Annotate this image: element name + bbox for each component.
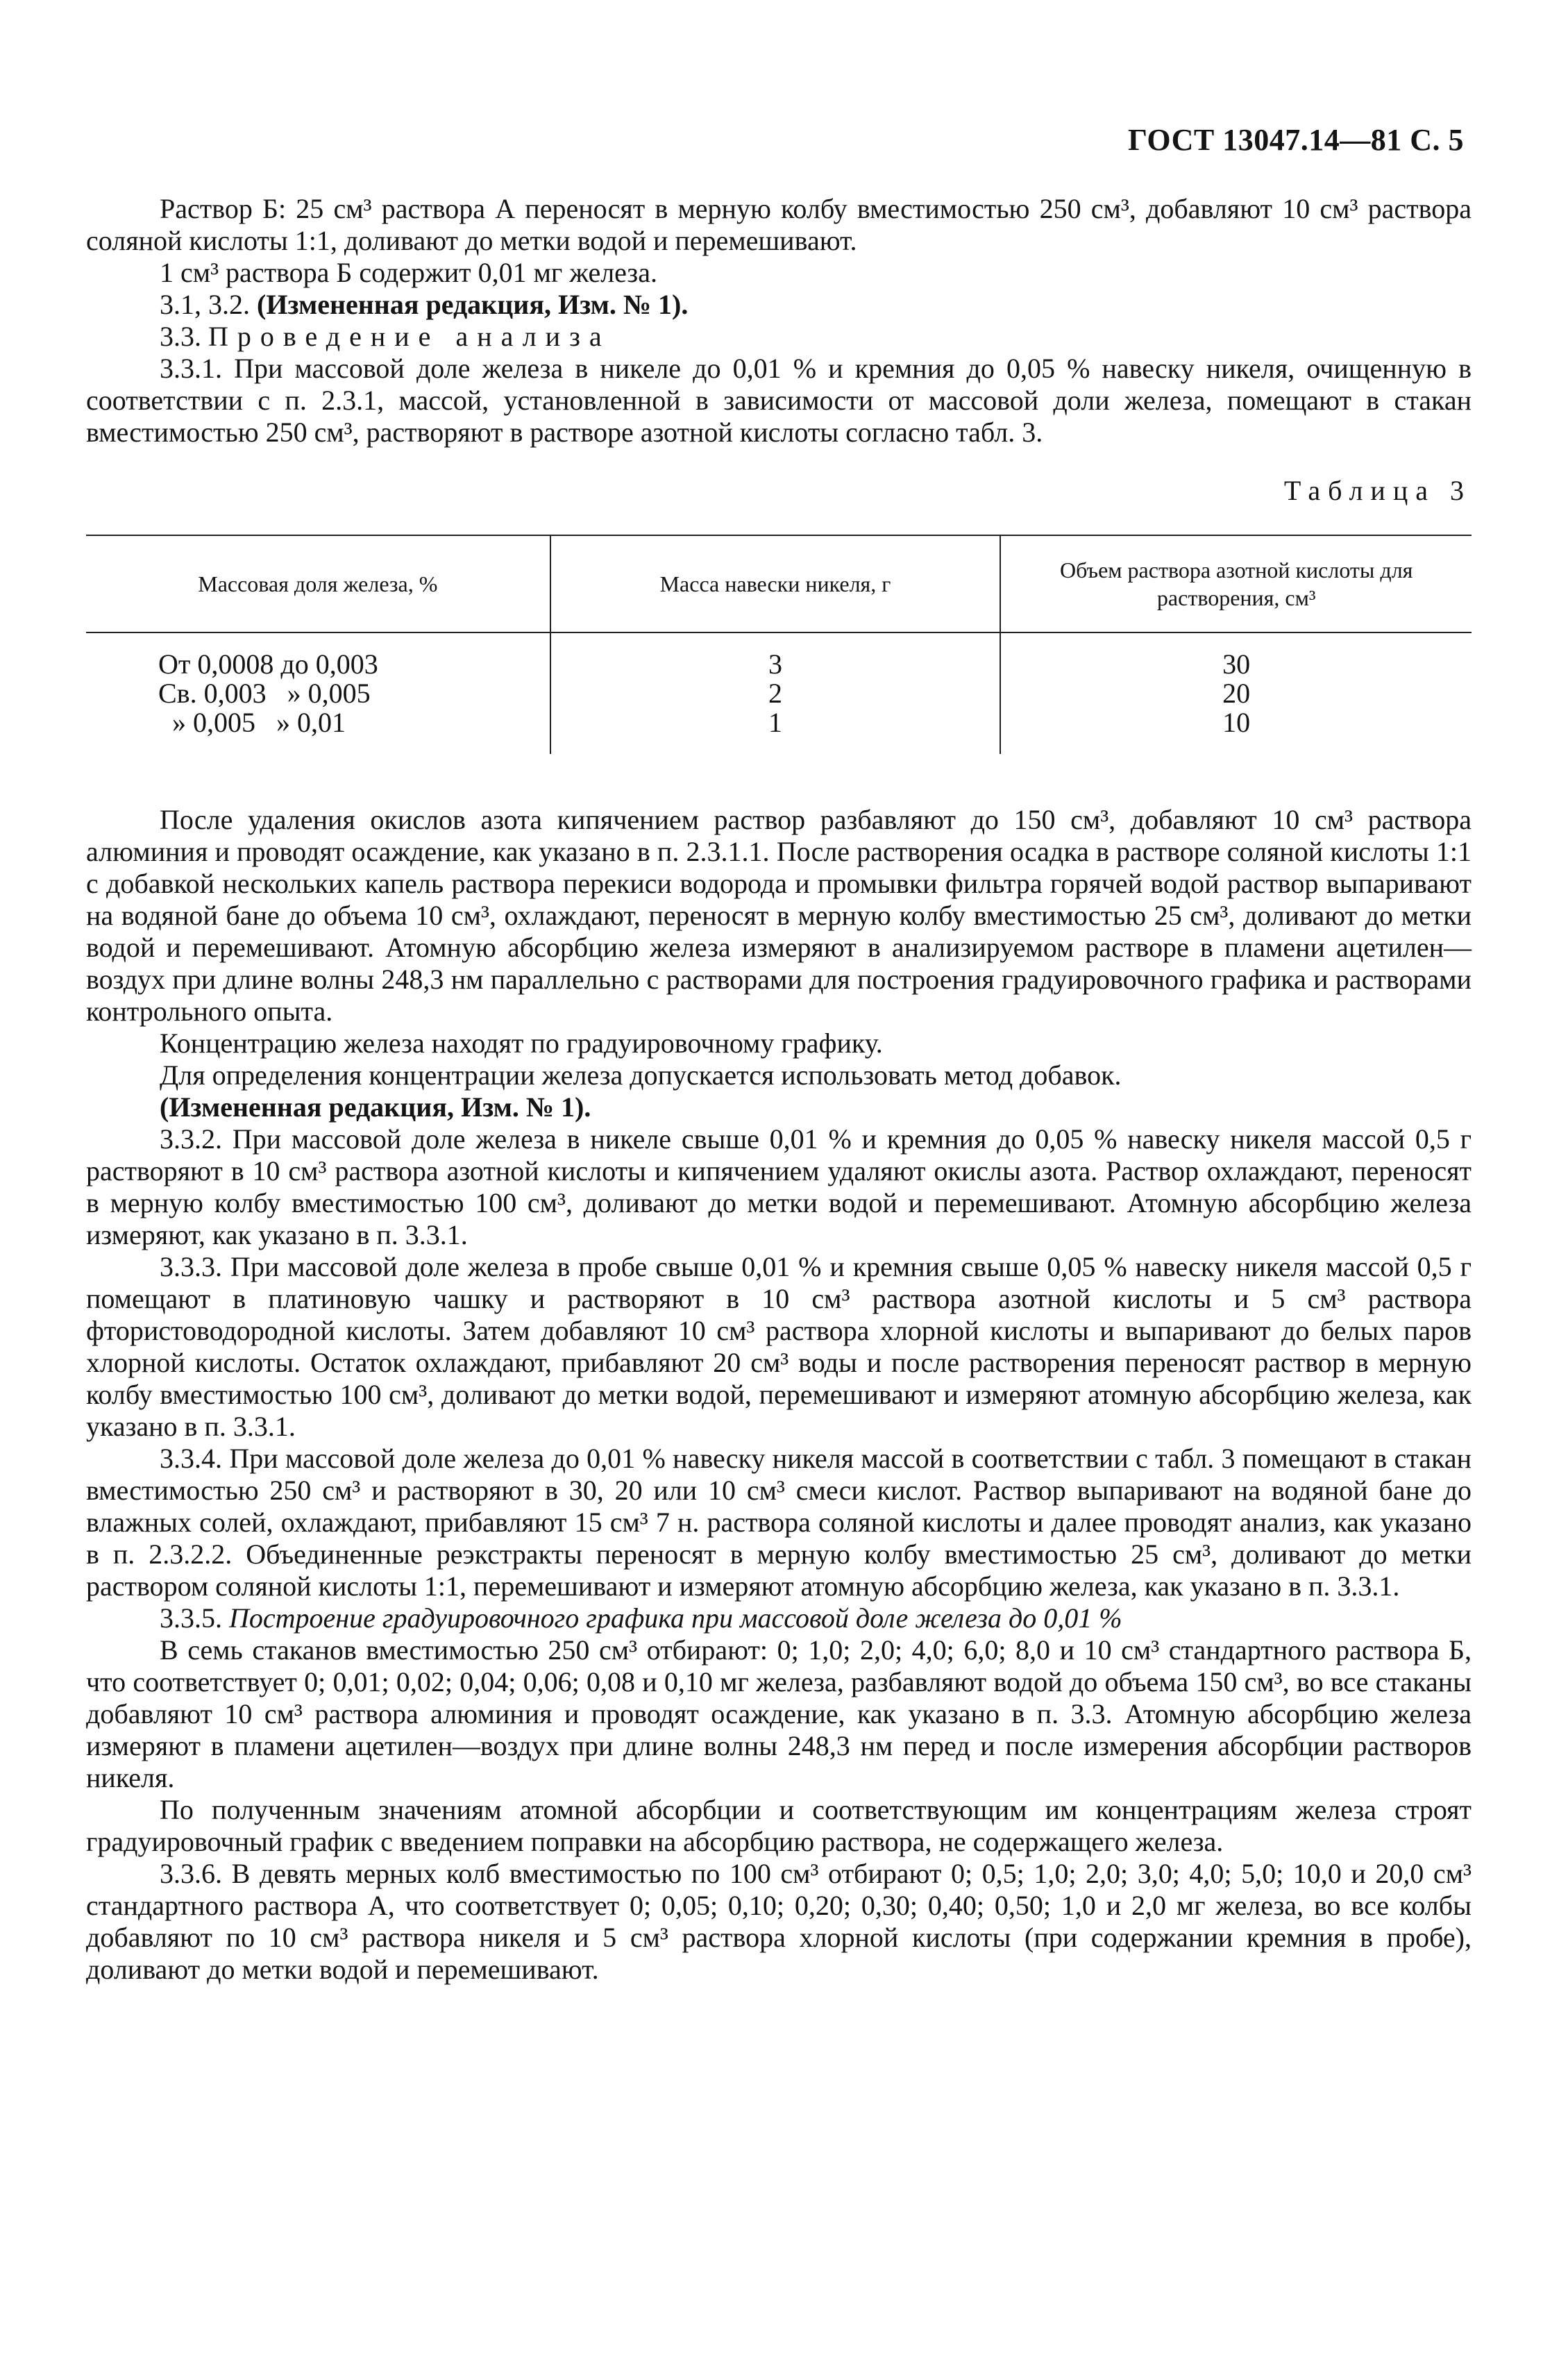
paragraph-solution-b: Раствор Б: 25 см³ раствора А переносят в мерную колбу вместимостью 250 см³, добавляют 10 см³ раствора соляной кислоты 1:1, доливают до метки водой и перемешивают.: [86, 193, 1472, 256]
paragraph-3-3-3: 3.3.3. При массовой доле железа в пробе свыше 0,01 % и кремния свыше 0,05 % навеску никеля массой 0,5 г помещают в платиновую чашку и растворяют в 10 см³ раствора азотной кислоты и 5 см³ раствора фтористоводородной кислоты. Затем добавляют 10 см³ раствора хлорной кислоты и выпаривают до белых паров хлорной кислоты. Остаток охлаждают, прибавляют 20 см³ воды и после растворения переносят раствор в мерную колбу вместимостью 100 см³, доливают до метки водой, перемешивают и измеряют атомную абсорбцию железа, как указано в п. 3.3.1.: [86, 1251, 1472, 1442]
section-title: Проведение анализа: [208, 321, 611, 352]
table-cell-value: 2: [768, 678, 782, 709]
table-header-row: [86, 535, 1472, 632]
table-cell-value: 1: [768, 707, 782, 738]
table-caption: Таблица 3: [1283, 475, 1472, 506]
paragraph-after-table: После удаления окислов азота кипячением раствор разбавляют до 150 см³, добавляют 10 см³ раствора алюминия и проводят осаждение, как указано в п. 2.3.1.1. После растворения осадка в растворе соляной кислоты 1:1 с добавкой нескольких капель раствора перекиси водорода и промывки фильтра горячей водой раствор выпаривают на водяной бане до объема 10 см³, охлаждают, переносят в мерную колбу вместимостью 25 см³, доливают до метки водой и перемешивают. Атомную абсорбцию железа измеряют в анализируемом растворе в пламени ацетилен—воздух при длине волны 248,3 нм параллельно с растворами для построения градуировочного графика и растворами контрольного опыта.: [86, 804, 1472, 1027]
section-heading-3-3: [86, 321, 1472, 353]
table-cell-value: 20: [1222, 678, 1251, 709]
amendment-ref: 3.1, 3.2.: [160, 289, 257, 320]
table-cell-value: » 0,005 » 0,01: [158, 707, 346, 738]
paragraph-concentration: Концентрацию железа находят по градуировочному графику.: [160, 1028, 883, 1059]
running-title: ГОСТ 13047.14—81 С. 5: [1127, 123, 1464, 157]
document-body: [86, 193, 1472, 1986]
table-cell-value: От 0,0008 до 0,003: [158, 648, 378, 680]
table-cell-value: 3: [768, 648, 782, 680]
amendment-note-2: (Измененная редакция, Изм. № 1).: [160, 1091, 591, 1123]
paragraph-solution-b-content: 1 см³ раствора Б содержит 0,01 мг железа.: [160, 257, 657, 288]
amendment-note: (Измененная редакция, Изм. № 1).: [257, 289, 689, 320]
table-header-iron-fraction: Массовая доля железа, %: [86, 535, 550, 632]
table-row: [86, 632, 1472, 754]
paragraph-seven-beakers: В семь стаканов вместимостью 250 см³ отбирают: 0; 1,0; 2,0; 4,0; 6,0; 8,0 и 10 см³ стандартного раствора Б, что соответствует 0; 0,01; 0,02; 0,04; 0,06; 0,08 и 0,10 мг железа, разбавляют водой до объема 150 см³, во все стаканы добавляют 10 см³ раствора алюминия и проводят осаждение, как указано в п. 3.3. Атомную абсорбцию железа измеряют в пламени ацетилен—воздух при длине волны 248,3 нм перед и после измерения абсорбции растворов никеля.: [86, 1634, 1472, 1793]
table-header-acid-volume: Объем раствора азотной кислоты для растворения, см³: [1000, 535, 1472, 632]
table-3: [86, 535, 1472, 754]
table-cell-nickel-mass: [550, 632, 1001, 754]
paragraph-3-3-6: 3.3.6. В девять мерных колб вместимостью по 100 см³ отбирают 0; 0,5; 1,0; 2,0; 3,0; 4,0; 5,0; 10,0 и 20,0 см³ стандартного раствора А, что соответствует 0; 0,05; 0,10; 0,20; 0,30; 0,40; 0,50; 1,0 и 2,0 мг железа, во все колбы добавляют по 10 см³ раствора никеля и 5 см³ раствора хлорной кислоты (при содержании кремния в пробе), доливают до метки водой и перемешивают.: [86, 1858, 1472, 1985]
section-number: 3.3.5.: [160, 1602, 229, 1634]
paragraph-amendment-3-1: [86, 289, 1472, 321]
table-cell-value: Св. 0,003 » 0,005: [158, 678, 371, 709]
paragraph-3-3-2: 3.3.2. При массовой доле железа в никеле свыше 0,01 % и кремния до 0,05 % навеску никеля массой 0,5 г растворяют в 10 см³ раствора азотной кислоты и кипячением удаляют окислы азота. Раствор охлаждают, переносят в мерную колбу вместимостью 100 см³, доливают до метки водой и перемешивают. Атомную абсорбцию железа измеряют, как указано в п. 3.3.1.: [86, 1123, 1472, 1250]
table-header-nickel-mass: Масса навески никеля, г: [550, 535, 1001, 632]
paragraph-3-3-1: 3.3.1. При массовой доле железа в никеле до 0,01 % и кремния до 0,05 % навеску никеля, очищенную в соответствии с п. 2.3.1, массой, установленной в зависимости от массовой доли железа, помещают в стакан вместимостью 250 см³, растворяют в растворе азотной кислоты согласно табл. 3.: [86, 353, 1472, 448]
paragraph-3-3-4: 3.3.4. При массовой доле железа до 0,01 % навеску никеля массой в соответствии с табл. 3 помещают в стакан вместимостью 250 см³ и растворяют в 30, 20 или 10 см³ смеси кислот. Раствор выпаривают на водяной бане до влажных солей, охлаждают, прибавляют 15 см³ 7 н. раствора соляной кислоты и далее проводят анализ, как указано в п. 2.3.2.2. Объединенные реэкстракты переносят в мерную колбу вместимостью 25 см³, доливают до метки раствором соляной кислоты 1:1, перемешивают и измеряют атомную абсорбцию железа, как указано в п. 3.3.1.: [86, 1443, 1472, 1602]
table-cell-acid-volume: [1000, 632, 1472, 754]
paragraph-additions-method: Для определения концентрации железа допускается использовать метод добавок.: [160, 1059, 1122, 1091]
table-cell-iron-fraction: [86, 632, 550, 754]
section-heading-3-3-5: [86, 1602, 1472, 1634]
paragraph-calibration-graph: По полученным значениям атомной абсорбции и соответствующим им концентрациям железа строят градуировочный график с введением поправки на абсорбцию раствора, не содержащего железа.: [86, 1794, 1472, 1857]
section-number: 3.3.: [160, 321, 208, 352]
section-title-italic: Построение градуировочного графика при массовой доле железа до 0,01 %: [229, 1602, 1122, 1634]
table-cell-value: 10: [1222, 707, 1251, 738]
table-cell-value: 30: [1222, 648, 1251, 680]
